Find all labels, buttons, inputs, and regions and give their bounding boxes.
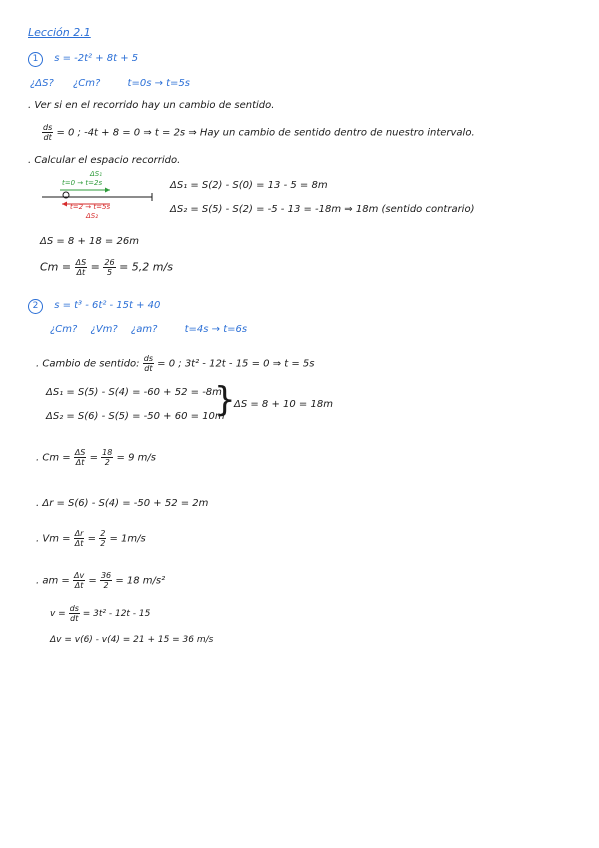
delta-v: Δv = v(6) - v(4) = 21 + 15 = 36 m/s: [50, 635, 214, 645]
bullet-change-direction-2: [36, 354, 314, 373]
fraction-denominator: 2: [104, 458, 110, 467]
vm-result: = 1m/s: [109, 533, 146, 545]
cm-lhs: Cm =: [40, 260, 72, 274]
am-fraction-1: [73, 571, 85, 590]
red-arrowhead: [62, 202, 67, 207]
right-brace: }: [214, 380, 236, 420]
bullet-label: . Cambio de sentido:: [36, 358, 140, 370]
diagram-red-bottom: ΔS₂: [86, 212, 99, 220]
exercise-2-questions: [50, 324, 247, 336]
cm-line: Cm = $\frac{\Delta S}{\Delta t}$ = $\frac{26}{5}$ = 5,2 m/s: [40, 258, 173, 277]
question-cm: ¿Cm?: [73, 78, 101, 89]
diagram-red-label: t=2 → t=5s: [70, 203, 111, 211]
delta-s-total: ΔS = 8 + 18 = 26m: [40, 236, 139, 247]
question-am: ¿am?: [130, 324, 158, 335]
fraction-denominator: Δt: [76, 268, 86, 277]
bullet-distance: . Calcular el espacio recorrido.: [28, 155, 181, 166]
fraction-denominator: 2: [103, 581, 109, 590]
fraction-numerator: 2: [100, 529, 106, 538]
delta-s2: ΔS₂ = S(6) - S(5) = -50 + 60 = 10m: [46, 411, 225, 422]
velocity-fraction: [69, 604, 80, 623]
derivative-text: = 0 ; 3t² - 12t - 15 = 0 ⇒ t = 5s: [157, 358, 315, 370]
fraction-denominator: dt: [43, 133, 52, 142]
fraction-numerator: ΔS: [75, 258, 87, 267]
derivative-fraction: [42, 123, 53, 142]
diagram-green-label: t=0 → t=2s: [62, 179, 103, 187]
vm-line: . Vm = $\frac{\Delta r}{\Delta t}$ = $\frac{2}{2}$ = 1m/s: [36, 529, 146, 548]
delta-s2: ΔS₂ = S(5) - S(2) = -5 - 13 = -18m ⇒ 18m (sentido contrario): [170, 204, 475, 215]
cm-result: = 9 m/s: [116, 452, 156, 464]
fraction-numerator: 26: [104, 258, 115, 267]
fraction-numerator: ΔS: [74, 448, 86, 457]
diagram-green-top: ΔS₁: [90, 170, 103, 178]
fraction-numerator: 18: [102, 448, 113, 457]
am-result: = 18 m/s²: [115, 575, 166, 587]
fraction-denominator: 2: [100, 539, 106, 548]
cm-fraction-2: [101, 448, 113, 467]
green-arrowhead: [105, 188, 110, 193]
fraction-numerator: ds: [43, 123, 53, 132]
fraction-denominator: dt: [144, 364, 153, 373]
exercise-1-questions: [30, 78, 190, 90]
question-ds: ¿ΔS?: [30, 78, 54, 89]
vm-fraction-2: [99, 529, 106, 548]
am-lhs: . am =: [36, 575, 70, 587]
derivative-text: = 0 ; -4t + 8 = 0 ⇒ t = 2s ⇒ Hay un cambio de sentido dentro de nuestro intervalo.: [56, 127, 475, 139]
fraction-denominator: Δt: [74, 581, 84, 590]
velocity-line: [50, 604, 150, 623]
cm-line: . Cm = $\frac{\Delta S}{\Delta t}$ = $\frac{18}{2}$ = 9 m/s: [36, 448, 156, 467]
vm-lhs: . Vm =: [36, 533, 71, 545]
time-interval: t=4s → t=6s: [184, 324, 248, 335]
cm-fraction-1: [74, 448, 87, 467]
v-rest: = 3t² - 12t - 15: [82, 609, 151, 619]
delta-s1: ΔS₁ = S(5) - S(4) = -60 + 52 = -8m: [46, 387, 222, 398]
cm-result: = 5,2 m/s: [119, 260, 173, 274]
fraction-denominator: 5: [106, 268, 113, 277]
fraction-denominator: Δt: [74, 539, 84, 548]
question-vm: ¿Vm?: [90, 324, 118, 335]
delta-s-total: ΔS = 8 + 10 = 18m: [234, 399, 333, 410]
exercise-number: 1: [28, 52, 43, 67]
bullet-change-direction: . Ver si en el recorrido hay un cambio de sentido.: [28, 100, 275, 111]
fraction-denominator: dt: [70, 614, 79, 623]
exercise-number: 2: [28, 299, 43, 314]
derivative-line: [42, 123, 475, 142]
exercise-1-header: [28, 52, 138, 67]
page-title: Lección 2.1: [28, 26, 91, 39]
cm-lhs: . Cm =: [36, 452, 71, 464]
vm-fraction-1: [74, 529, 85, 548]
fraction-numerator: 36: [100, 571, 112, 580]
fraction-numerator: Δr: [74, 529, 84, 538]
time-interval: t=0s → t=5s: [127, 78, 191, 89]
question-cm: ¿Cm?: [50, 324, 78, 335]
fraction-numerator: ds: [69, 604, 79, 613]
fraction-denominator: Δt: [75, 458, 85, 467]
exercise-equation: s = t³ - 6t² - 15t + 40: [54, 300, 161, 311]
delta-r: . Δr = S(6) - S(4) = -50 + 52 = 2m: [36, 498, 209, 509]
exercise-2-header: [28, 299, 160, 314]
am-line: . am = $\frac{\Delta v}{\Delta t}$ = $\frac{36}{2}$ = 18 m/s²: [36, 571, 166, 590]
v-lhs: v =: [50, 609, 66, 619]
fraction-numerator: Δv: [73, 571, 85, 580]
cm-fraction-2: [103, 258, 115, 277]
delta-s1: ΔS₁ = S(2) - S(0) = 13 - 5 = 8m: [170, 180, 328, 191]
derivative-fraction: [143, 354, 154, 373]
fraction-numerator: ds: [143, 354, 153, 363]
exercise-equation: s = -2t² + 8t + 5: [54, 53, 139, 64]
cm-fraction-1: [75, 258, 88, 277]
am-fraction-2: [100, 571, 112, 590]
